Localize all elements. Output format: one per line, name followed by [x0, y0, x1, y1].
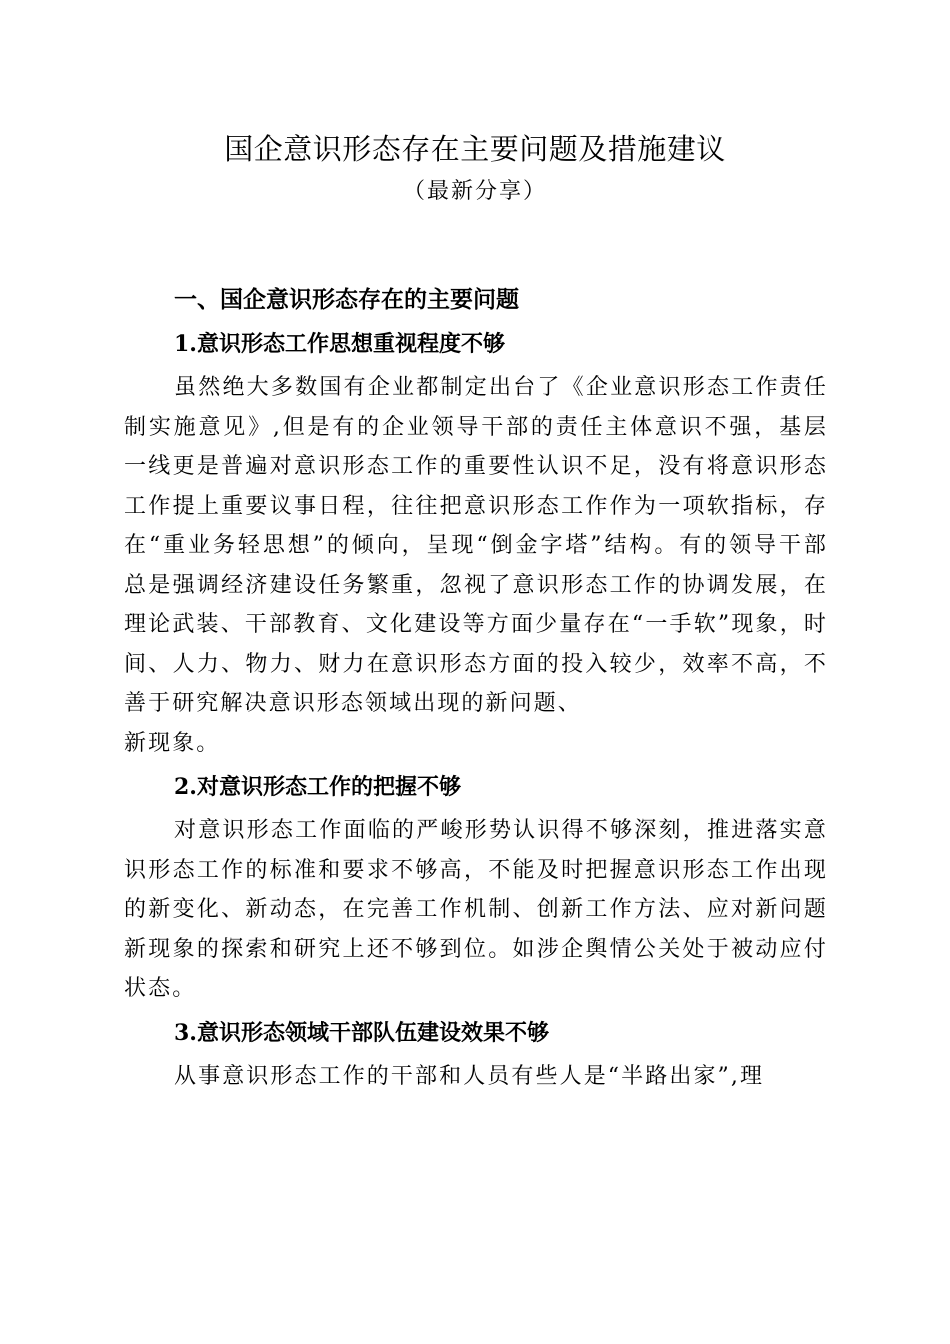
paragraph-3: 从事意识形态工作的干部和人员有些人是“半路出家”,理 — [174, 1063, 765, 1089]
paragraph-2: 对意识形态工作面临的严峻形势认识得不够深刻，推进落实意识形态工作的标准和要求不够高，不能及时把握意识形态工作出现的新变化、新动态，在完善工作机制、创新工作方法、应对新问题新现象的探索和研究上还不够到位。如涉企舆情公关处于被动应付状态。 — [124, 818, 828, 1001]
document-subtitle: （最新分享） — [402, 179, 547, 204]
subsection-heading-2: 2.对意识形态工作的把握不够 — [174, 774, 461, 800]
subsection-heading-1: 1.意识形态工作思想重视程度不够 — [174, 331, 505, 357]
subsection-heading-3: 3.意识形态领域干部队伍建设效果不够 — [174, 1019, 549, 1046]
paragraph-1 — [124, 368, 828, 763]
paragraph-1-text: 虽然绝大多数国有企业都制定出台了《企业意识形态工作责任制实施意见》,但是有的企业领导干部的责任主体意识不强，基层一线更是普遍对意识形态工作的重要性认识不足，没有将意识形态工作提上重要议事日程，往往把意识形态工作作为一项软指标，存在“重业务轻思想”的倾向，呈现“倒金字塔”结构。有的领导干部总是强调经济建设任务繁重，忽视了意识形态工作的协调发展，在理论武装、干部教育、文化建设等方面少量存在“一手软”现象，时间、人力、物力、财力在意识形态方面的投入较少，效率不高，不善于研究解决意识形态领域出现的新问题、 — [124, 375, 828, 716]
section-heading: 一、国企意识形态存在的主要问题 — [174, 287, 519, 313]
document-title: 国企意识形态存在主要问题及措施建议 — [224, 132, 726, 166]
document-body — [124, 280, 828, 1096]
paragraph-1-continuation: 新现象。 — [124, 730, 221, 756]
